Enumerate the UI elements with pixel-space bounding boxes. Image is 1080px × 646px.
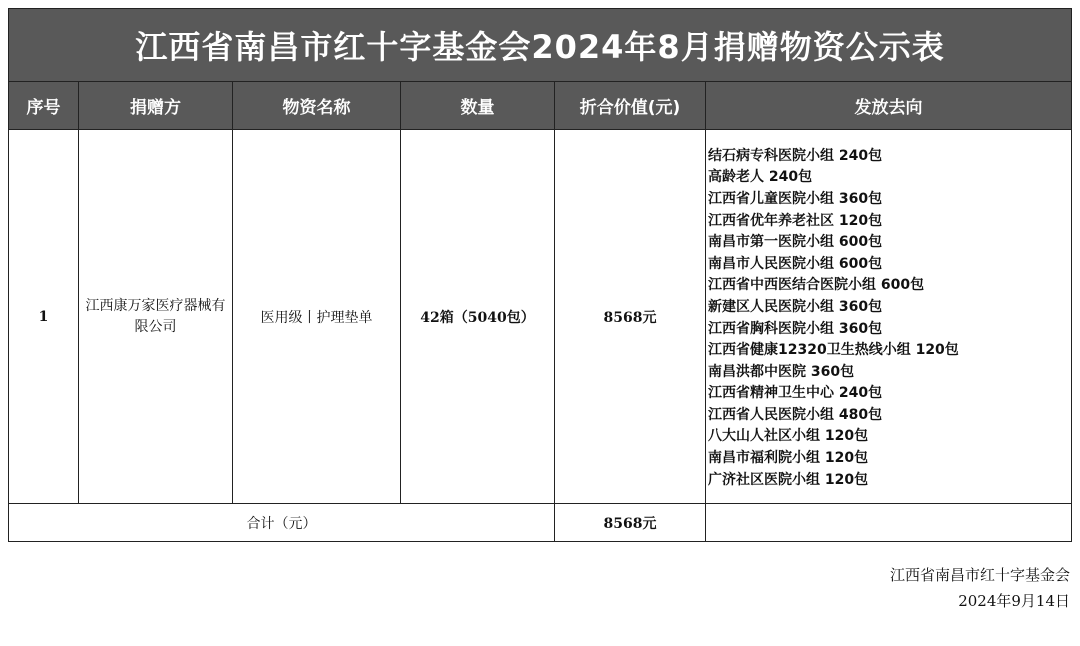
destination-item: 广济社区医院小组 120包 <box>708 471 869 488</box>
column-header-value: 折合价值(元) <box>555 82 706 130</box>
destination-list <box>708 142 1071 492</box>
row-index: 1 <box>9 130 79 504</box>
destination-item: 八大山人社区小组 120包 <box>708 428 869 445</box>
header-row <box>9 82 1072 130</box>
footer-date: 2024年9月14日 <box>958 592 1070 610</box>
destination-item: 南昌市福利院小组 120包 <box>708 450 869 467</box>
destination-item: 江西省儿童医院小组 360包 <box>708 190 883 207</box>
column-header-quantity: 数量 <box>401 82 555 130</box>
row-quantity: 42箱（5040包） <box>401 130 555 504</box>
row-item: 医用级丨护理垫单 <box>233 130 401 504</box>
table-row <box>9 130 1072 504</box>
destination-item: 江西省精神卫生中心 240包 <box>708 385 883 402</box>
destination-item: 江西省中西医结合医院小组 600包 <box>708 277 925 294</box>
destination-item: 江西省人民医院小组 480包 <box>708 406 883 423</box>
row-donor: 江西康万家医疗器械有限公司 <box>79 130 233 504</box>
destination-item: 江西省优年养老社区 120包 <box>708 212 883 229</box>
row-destinations <box>706 130 1072 504</box>
column-header-item: 物资名称 <box>233 82 401 130</box>
destination-item: 江西省胸科医院小组 360包 <box>708 320 883 337</box>
column-header-destination: 发放去向 <box>706 82 1072 130</box>
total-empty-cell <box>706 504 1072 542</box>
total-value: 8568元 <box>555 504 706 542</box>
column-header-donor: 捐赠方 <box>79 82 233 130</box>
row-value: 8568元 <box>555 130 706 504</box>
destination-item: 高龄老人 240包 <box>708 169 813 186</box>
total-row <box>9 504 1072 542</box>
column-header-index: 序号 <box>9 82 79 130</box>
destination-item: 江西省健康12320卫生热线小组 120包 <box>708 342 959 359</box>
destination-item: 结石病专科医院小组 240包 <box>708 147 883 164</box>
total-label: 合计（元） <box>9 504 555 542</box>
footer <box>890 562 1070 614</box>
destination-item: 南昌市人民医院小组 600包 <box>708 255 883 272</box>
destination-item: 新建区人民医院小组 360包 <box>708 298 883 315</box>
destination-item: 南昌市第一医院小组 600包 <box>708 234 883 251</box>
donation-table-container <box>8 8 1071 542</box>
donation-table <box>8 8 1072 542</box>
table-title: 江西省南昌市红十字基金会2024年8月捐赠物资公示表 <box>9 9 1072 82</box>
destination-item: 南昌洪都中医院 360包 <box>708 363 855 380</box>
footer-organization: 江西省南昌市红十字基金会 <box>889 566 1070 584</box>
